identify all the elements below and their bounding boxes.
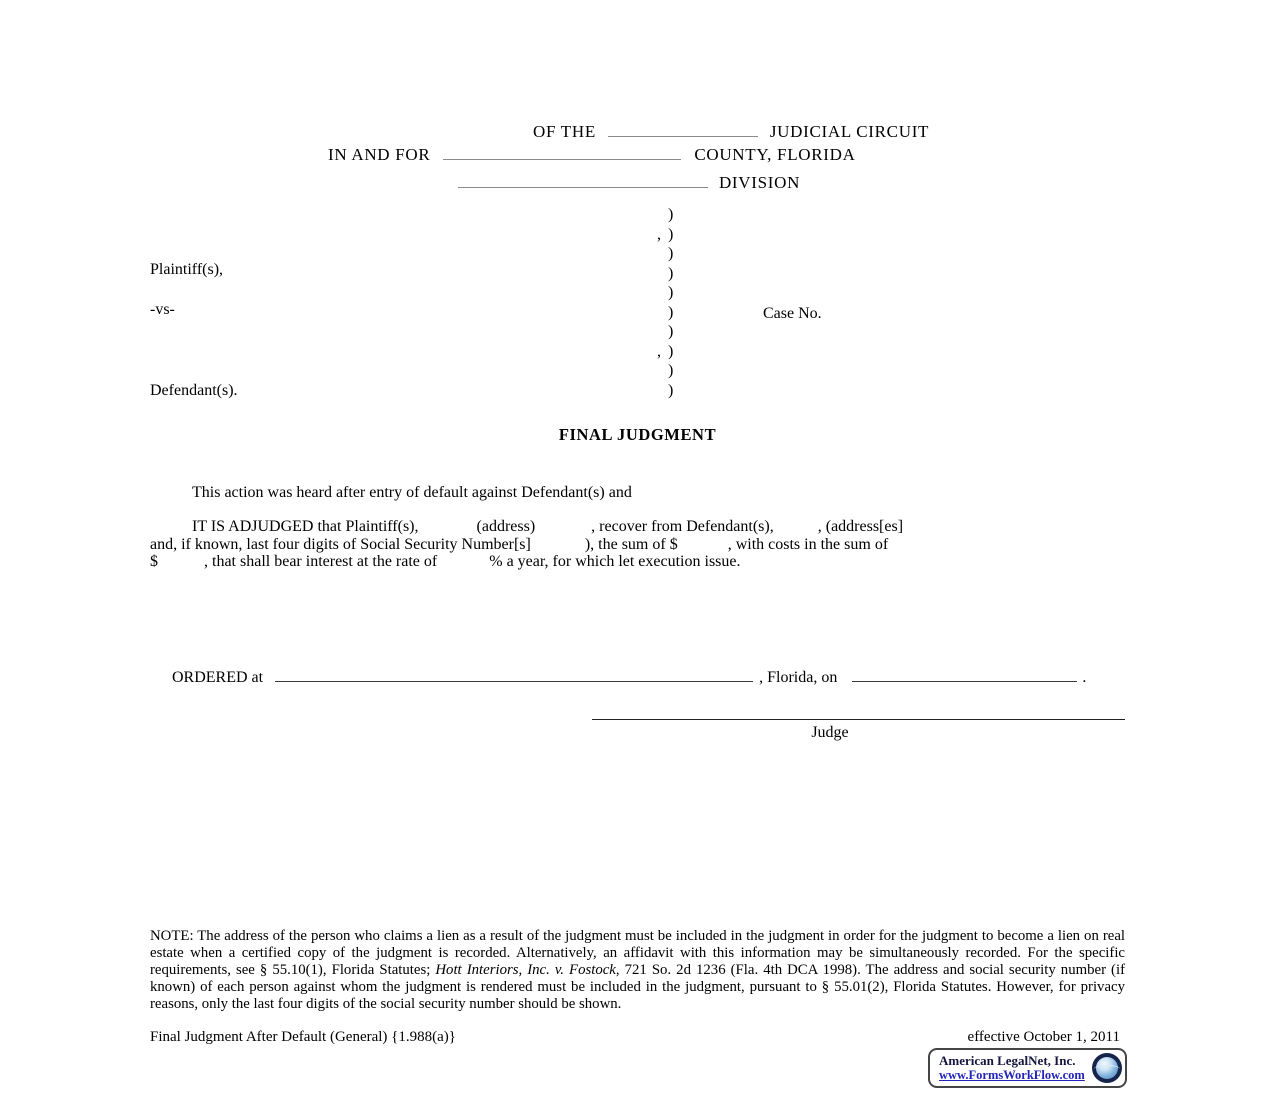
adjudged-text: , recover from Defendant(s), bbox=[591, 518, 774, 535]
florida-on-label: , Florida, on bbox=[759, 669, 838, 686]
paren-glyph: ) bbox=[668, 264, 674, 282]
header-line-division bbox=[458, 172, 800, 193]
paren-glyph: ) bbox=[668, 362, 674, 379]
division-name-blank bbox=[458, 172, 708, 188]
adjudged-line-3 bbox=[150, 553, 1110, 571]
caption-row-6 bbox=[645, 304, 685, 324]
badge-company-name: American LegalNet, Inc. bbox=[939, 1053, 1076, 1068]
caption-row-5 bbox=[645, 284, 685, 304]
effective-date-label: effective October 1, 2011 bbox=[967, 1029, 1120, 1045]
circuit-number-blank bbox=[608, 121, 758, 137]
paren-glyph: ) bbox=[668, 225, 674, 243]
ordered-line bbox=[172, 666, 1086, 687]
adjudged-text: and, if known, last four digits of Social Security Number[s] bbox=[150, 535, 531, 553]
vs-label: -vs- bbox=[150, 301, 175, 318]
header-judicial-circuit-label: JUDICIAL CIRCUIT bbox=[769, 122, 930, 141]
header-in-and-for-label: IN AND FOR bbox=[328, 145, 431, 164]
case-no-label: Case No. bbox=[763, 305, 822, 322]
adjudged-text: , (address[es] bbox=[817, 518, 904, 535]
page-title: FINAL JUDGMENT bbox=[558, 425, 717, 444]
note-paragraph bbox=[150, 928, 1125, 1013]
plaintiff-name-comma: , bbox=[657, 225, 661, 243]
adjudged-line-2 bbox=[150, 536, 1110, 554]
caption-row-1 bbox=[645, 206, 685, 226]
adjudged-text: ), the sum of $ bbox=[584, 535, 678, 553]
ordered-city-blank bbox=[275, 666, 753, 682]
caption-row-3 bbox=[645, 245, 685, 265]
paren-glyph: ) bbox=[668, 245, 674, 262]
paren-glyph: ) bbox=[668, 284, 674, 301]
header-line-county bbox=[328, 144, 856, 165]
ordered-date-blank bbox=[852, 666, 1077, 682]
caption-row-2 bbox=[645, 226, 685, 246]
ordered-at-label: ORDERED at bbox=[172, 669, 264, 686]
defendant-name-comma: , bbox=[657, 342, 661, 360]
caption-row-8 bbox=[645, 343, 685, 363]
american-legalnet-badge bbox=[928, 1048, 1127, 1088]
judge-label: Judge bbox=[811, 724, 849, 741]
ordered-period: . bbox=[1082, 669, 1087, 686]
caption-paren-column bbox=[645, 206, 685, 401]
caption-row-9 bbox=[645, 362, 685, 382]
note-text-after-case: , 721 So. 2d 1236 (Fla. 4th DCA 1998). The address and social security number (if known) of each person against whom the judgment is rendered must be included in the judgment, pursuant to § 55.01(2), Florida Statutes. However, for privacy reasons, only the last four digits of the social security number should be shown. bbox=[150, 961, 1125, 1012]
adjudged-text: , with costs in the sum of bbox=[727, 535, 889, 553]
adjudged-text: , that shall bear interest at the rate of bbox=[204, 553, 438, 570]
badge-text-block bbox=[939, 1053, 1092, 1083]
paren-glyph: ) bbox=[668, 206, 674, 223]
form-id-label: Final Judgment After Default (General) {1.988(a)} bbox=[150, 1029, 456, 1045]
body-paragraph-1: This action was heard after entry of default against Defendant(s) and bbox=[192, 484, 632, 501]
judge-signature-line bbox=[592, 719, 1125, 720]
paren-glyph: ) bbox=[668, 323, 674, 340]
header-of-the-label: OF THE bbox=[533, 122, 596, 141]
formsworkflow-link[interactable]: www.FormsWorkFlow.com bbox=[939, 1068, 1085, 1082]
note-text-before-case: NOTE: The address of the person who claims a lien as a result of the judgment must be included in the judgment in order for the judgment to become a lien on real estate when a certified copy of the judgment is recorded. Alternatively, an affidavit with this information may be simultaneously recorded. For the specific requirements, see § 55.10(1), Florida Statutes; bbox=[150, 928, 1125, 978]
header-county-florida-label: COUNTY, FLORIDA bbox=[694, 145, 856, 164]
adjudged-text: IT IS ADJUDGED that Plaintiff(s), bbox=[192, 518, 419, 535]
adjudged-text: % a year, for which let execution issue. bbox=[489, 553, 741, 570]
caption-row-4 bbox=[645, 265, 685, 285]
caption-row-10 bbox=[645, 382, 685, 402]
case-citation-italic: Hott Interiors, Inc. v. Fostock bbox=[435, 961, 616, 978]
paren-glyph: ) bbox=[668, 342, 674, 360]
header-division-label: DIVISION bbox=[718, 173, 801, 192]
plaintiff-label: Plaintiff(s), bbox=[150, 261, 224, 278]
adjudged-line-1 bbox=[150, 518, 1110, 536]
paren-glyph: ) bbox=[668, 381, 674, 399]
header-line-judicial-circuit bbox=[533, 121, 929, 142]
adjudged-paragraph bbox=[150, 518, 1110, 571]
adjudged-text: (address) bbox=[476, 518, 536, 535]
defendant-label: Defendant(s). bbox=[150, 382, 238, 399]
county-name-blank bbox=[443, 144, 681, 160]
caption-row-7 bbox=[645, 323, 685, 343]
adjudged-text: $ bbox=[150, 553, 158, 570]
paren-glyph: ) bbox=[668, 303, 674, 321]
globe-logo-icon bbox=[1092, 1053, 1122, 1083]
